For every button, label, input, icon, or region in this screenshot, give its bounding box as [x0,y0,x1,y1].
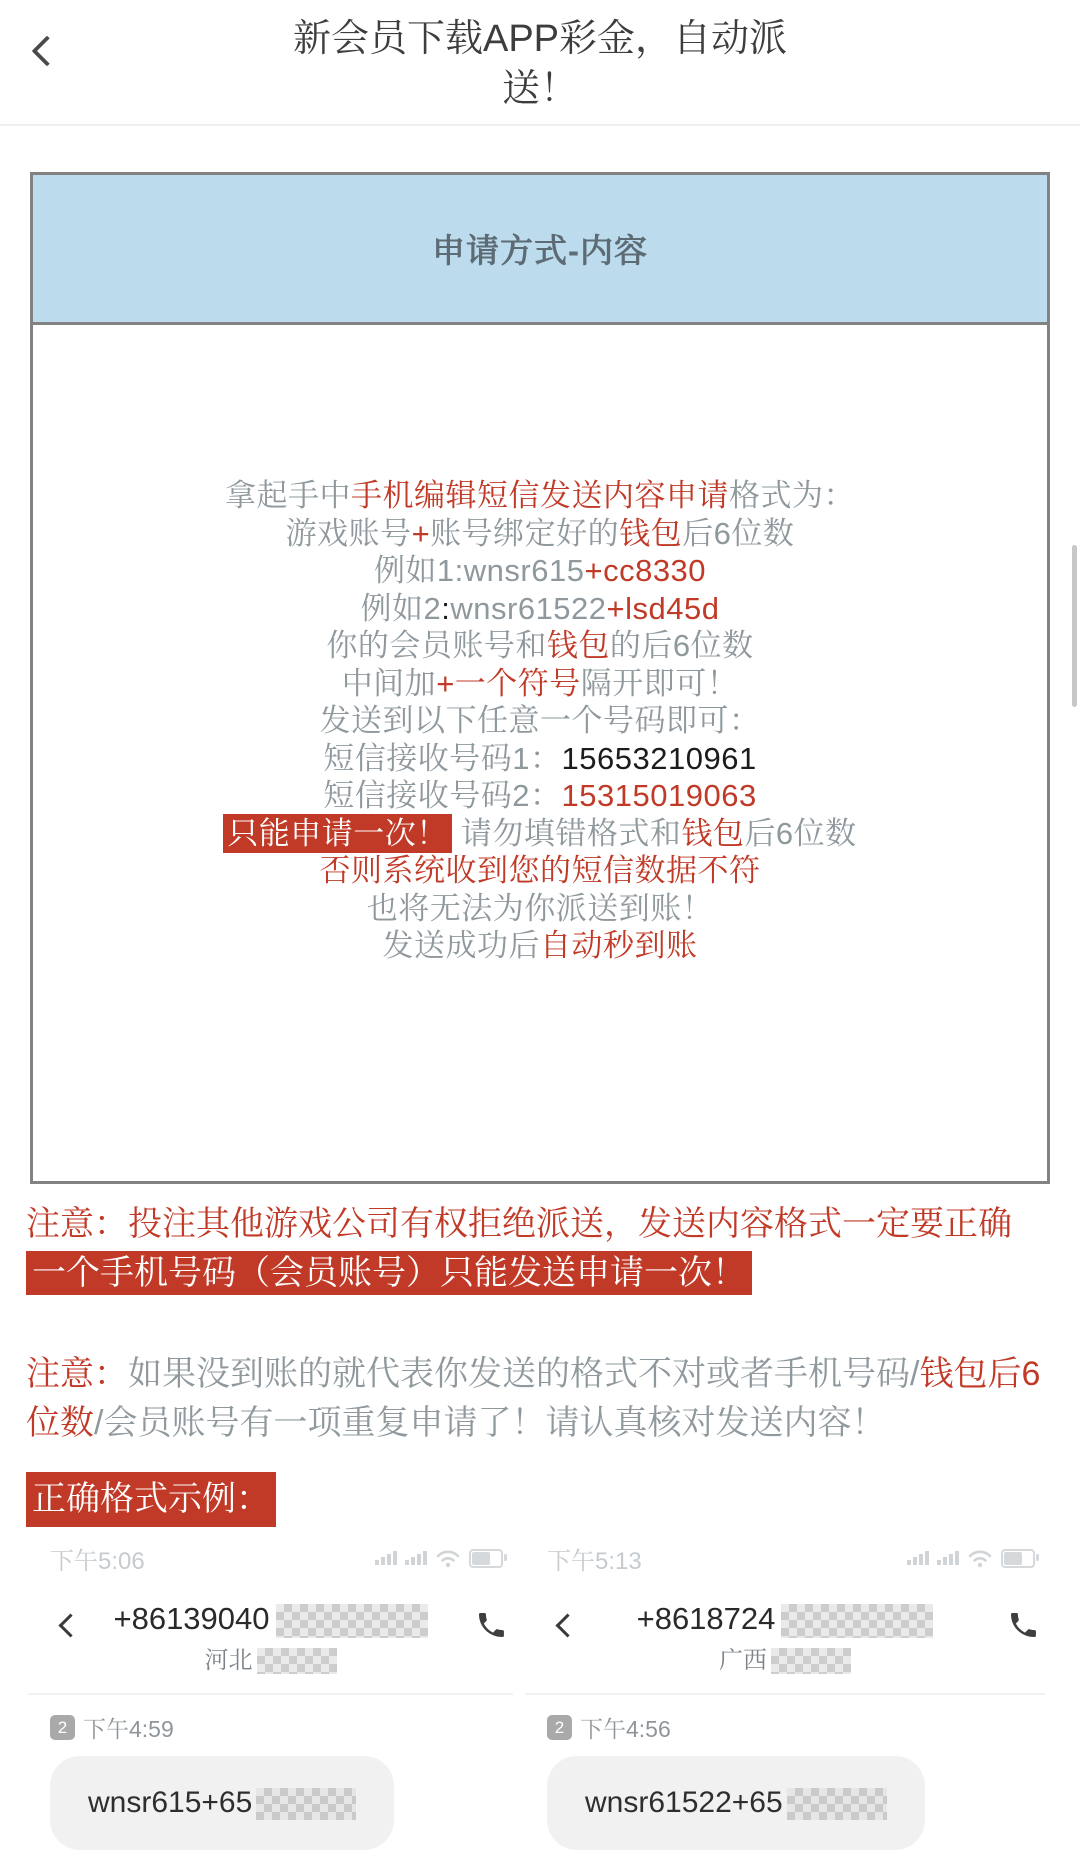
message-meta [547,1711,1045,1744]
apply-panel-header [33,175,1047,325]
contact-phone-number: +8618724 [525,1601,1045,1638]
status-icons [907,1548,1035,1568]
sms-message-bubble: wnsr615+65 [50,1756,394,1850]
note-1-line-1: 注意：投注其他游戏公司有权拒绝派送，发送内容格式一定要正确 [26,1205,1012,1243]
instruction-line: 拿起手中手机编辑短信发送内容申请格式为： [225,478,855,513]
censored-mosaic [256,1788,356,1820]
censored-mosaic [781,1604,933,1638]
status-icons [375,1548,503,1568]
apply-method-panel [30,172,1050,1184]
sms-contact-header [28,1601,513,1677]
app-header [0,0,1080,126]
instruction-line: 中间加+一个符号隔开即可！ [341,665,739,701]
sms-screenshot-left [28,1541,513,1850]
wifi-icon [435,1548,461,1568]
message-meta [50,1711,513,1744]
phone-call-icon [475,1609,507,1641]
wifi-icon [967,1548,993,1568]
example-screenshots [0,1541,1080,1850]
apply-panel-title: 申请方式-内容 [432,232,648,269]
status-bar [525,1541,1045,1575]
back-chevron-icon [559,1617,579,1637]
format-example-label: 正确格式示例： [26,1472,276,1527]
back-chevron-icon [62,1617,82,1637]
sms-number-1-line: 短信接收号码1：15653210961 [323,740,757,776]
instruction-line: 发送成功后自动秒到账 [382,928,698,963]
contact-region: 河北 [28,1640,513,1675]
battery-icon [1001,1549,1035,1568]
note-1 [26,1200,1054,1298]
divider [525,1693,1045,1695]
scrollbar[interactable] [1072,545,1077,707]
status-time: 下午5:06 [50,1547,145,1575]
notes-section [0,1200,1080,1527]
status-bar [28,1541,513,1575]
instruction-line: 游戏账号+账号绑定好的钱包后6位数 [285,515,795,551]
sim-card-badge: 2 [547,1715,572,1740]
censored-mosaic [787,1788,887,1820]
page-title: 新会员下载APP彩金，自动派送！ [292,18,788,110]
apply-panel-body [33,325,1047,965]
back-chevron-icon [31,35,62,66]
instruction-line: 你的会员账号和钱包的后6位数 [326,628,754,663]
sms-screenshot-right [525,1541,1045,1850]
status-time: 下午5:13 [547,1547,642,1575]
instruction-line: 发送到以下任意一个号码即可： [319,703,761,738]
instruction-line: 否则系统收到您的短信数据不符 [319,853,761,888]
instruction-line: 只能申请一次！ 请勿填错格式和钱包后6位数 [33,815,1047,853]
sms-contact-header [525,1601,1045,1677]
contact-region: 广西 [525,1640,1045,1675]
signal-bars-icon [907,1551,929,1565]
sim-card-badge: 2 [50,1715,75,1740]
censored-mosaic [276,1604,428,1638]
battery-icon [469,1549,503,1568]
message-time: 下午4:56 [580,1716,671,1742]
instruction-line: 也将无法为你派送到账！ [366,890,714,926]
back-button[interactable] [36,40,62,66]
sms-number-2-line: 短信接收号码2：15315019063 [323,778,757,813]
sms-message-bubble: wnsr61522+65 [547,1756,925,1850]
contact-phone-number: +86139040 [28,1601,513,1638]
message-time: 下午4:59 [83,1716,174,1742]
censored-mosaic [257,1648,337,1674]
phone-call-icon [1007,1609,1039,1641]
signal-bars-icon [405,1551,427,1565]
note-1-line-2: 一个手机号码（会员账号）只能发送申请一次！ [26,1249,1054,1298]
signal-bars-icon [375,1551,397,1565]
note-2: 注意：如果没到账的就代表你发送的格式不对或者手机号码/钱包后6位数/会员账号有一项重复申请了！请认真核对发送内容！ [26,1355,1041,1442]
instruction-line: 例如1:wnsr615+cc8330 [373,553,707,588]
divider [28,1693,513,1695]
signal-bars-icon [937,1551,959,1565]
instruction-line: 例如2:wnsr61522+lsd45d [360,590,720,626]
censored-mosaic [771,1648,851,1674]
